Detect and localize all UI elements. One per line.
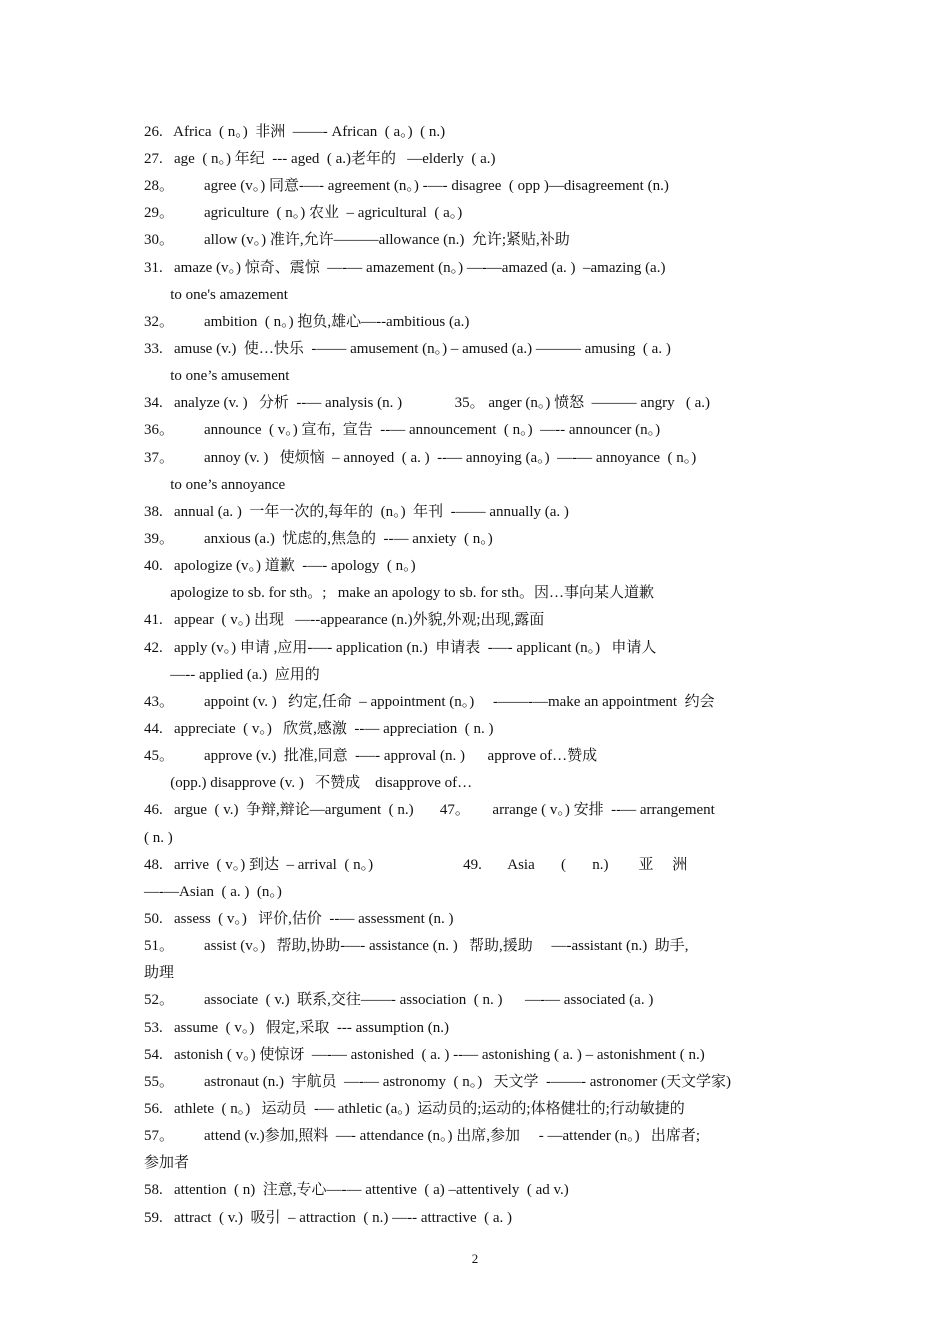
entry-line: 50. assess ( v。) 评价,估价 --— assessment (n. ) <box>144 911 454 927</box>
entry-line: 41. appear ( v。) 出现 —--appearance (n.)外貌,外观;出现,露面 <box>144 612 545 628</box>
entry-line: —-—Asian ( a. ) (n。) <box>144 884 282 900</box>
entry-line: 54. astonish ( v。) 使惊讶 —-— astonished ( a. ) --— astonishing ( a. ) – astonishment ( n.) <box>144 1047 705 1063</box>
entry-line: 56. athlete ( n。) 运动员 -— athletic (a。) 运动员的;运动的;体格健壮的;行动敏捷的 <box>144 1101 685 1117</box>
entry-line: 59. attract ( v.) 吸引 – attraction ( n.) —-- attractive ( a. ) <box>144 1210 513 1226</box>
entry-line: apologize to sb. for sth。; make an apology to sb. for sth。因…事向某人道歉 <box>144 585 654 601</box>
entry-line: 45。 approve (v.) 批准,同意 -—- approval (n. ) approve of…赞成 <box>144 748 598 764</box>
entry-line: 27. age ( n。) 年纪 --- aged ( a.)老年的 —elderly ( a.) <box>144 151 496 167</box>
entry-line: 48. arrive ( v。) 到达 – arrival ( n。) 49. Asia ( n.) 亚 洲 <box>144 857 688 873</box>
entry-line: 34. analyze (v. ) 分析 --— analysis (n. ) 35。 anger (n。) 愤怒 ——— angry ( a.) <box>144 395 710 411</box>
entry-line: 参加者 <box>144 1155 190 1171</box>
entry-line: 53. assume ( v。) 假定,采取 --- assumption (n.) <box>144 1020 449 1036</box>
entry-line: 助理 <box>144 965 175 981</box>
entry-line: 36。 announce ( v。) 宣布, 宣告 --— announcement ( n。) —-- announcer (n。) <box>144 422 661 438</box>
entry-line: to one’s annoyance <box>144 477 286 493</box>
entry-line: 33. amuse (v.) 使…快乐 -—— amusement (n。) – amused (a.) ——— amusing ( a. ) <box>144 341 671 357</box>
entry-line: 26. Africa ( n。) 非洲 ——- African ( a。) ( n.) <box>144 124 446 140</box>
entry-line: 42. apply (v。) 申请 ,应用-—- application (n.) 申请表 -—- applicant (n。) 申请人 <box>144 640 657 656</box>
entry-line: 58. attention ( n) 注意,专心—-— attentive ( a) –attentively ( ad v.) <box>144 1182 569 1198</box>
entry-line: 39。 anxious (a.) 忧虑的,焦急的 --— anxiety ( n。) <box>144 531 493 547</box>
entry-line: 51。 assist (v。) 帮助,协助-—- assistance (n. ) 帮助,援助 —-assistant (n.) 助手, <box>144 938 689 954</box>
entry-line: 32。 ambition ( n。) 抱负,雄心—--ambitious (a.) <box>144 314 470 330</box>
entry-line: 31. amaze (v。) 惊奇、震惊 —-— amazement (n。) —-—amazed (a. ) –amazing (a.) <box>144 260 666 276</box>
entry-line: 44. appreciate ( v。) 欣赏,感激 --— appreciation ( n. ) <box>144 721 494 737</box>
entry-line: 37。 annoy (v. ) 使烦恼 – annoyed ( a. ) --— annoying (a。) —-— annoyance ( n。) <box>144 450 697 466</box>
entry-line: to one’s amusement <box>144 368 290 384</box>
entry-line: 30。 allow (v。) 准许,允许———allowance (n.) 允许;紧贴,补助 <box>144 232 570 248</box>
entry-line: 52。 associate ( v.) 联系,交往——- association ( n. ) —-— associated (a. ) <box>144 992 654 1008</box>
entry-line: 40. apologize (v。) 道歉 -—- apology ( n。) <box>144 558 416 574</box>
entry-line: to one's amazement <box>144 287 288 303</box>
entry-line: —-- applied (a.) 应用的 <box>144 667 320 683</box>
entry-line: 43。 appoint (v. ) 约定,任命 – appointment (n。) -——-—make an appointment 约会 <box>144 694 715 710</box>
entry-line: 57。 attend (v.)参加,照料 —- attendance (n。) 出席,参加 - —attender (n。) 出席者; <box>144 1128 700 1144</box>
entry-line: 29。 agriculture ( n。) 农业 – agricultural ( a。) <box>144 205 463 221</box>
entry-line: 55。 astronaut (n.) 宇航员 —-— astronomy ( n。) 天文学 -——- astronomer (天文学家) <box>144 1074 731 1090</box>
page-number: 2 <box>471 1251 479 1266</box>
entry-line: 28。 agree (v。) 同意-—- agreement (n。) -—- disagree ( opp )—disagreement (n.) <box>144 178 669 194</box>
entry-line: (opp.) disapprove (v. ) 不赞成 disapprove of… <box>144 775 473 791</box>
entry-line: ( n. ) <box>144 830 173 846</box>
entry-line: 38. annual (a. ) 一年一次的,每年的 (n。) 年刊 -—— annually (a. ) <box>144 504 569 520</box>
entry-line: 46. argue ( v.) 争辩,辩论—argument ( n.) 47。 arrange ( v。) 安排 --— arrangement <box>144 802 715 818</box>
